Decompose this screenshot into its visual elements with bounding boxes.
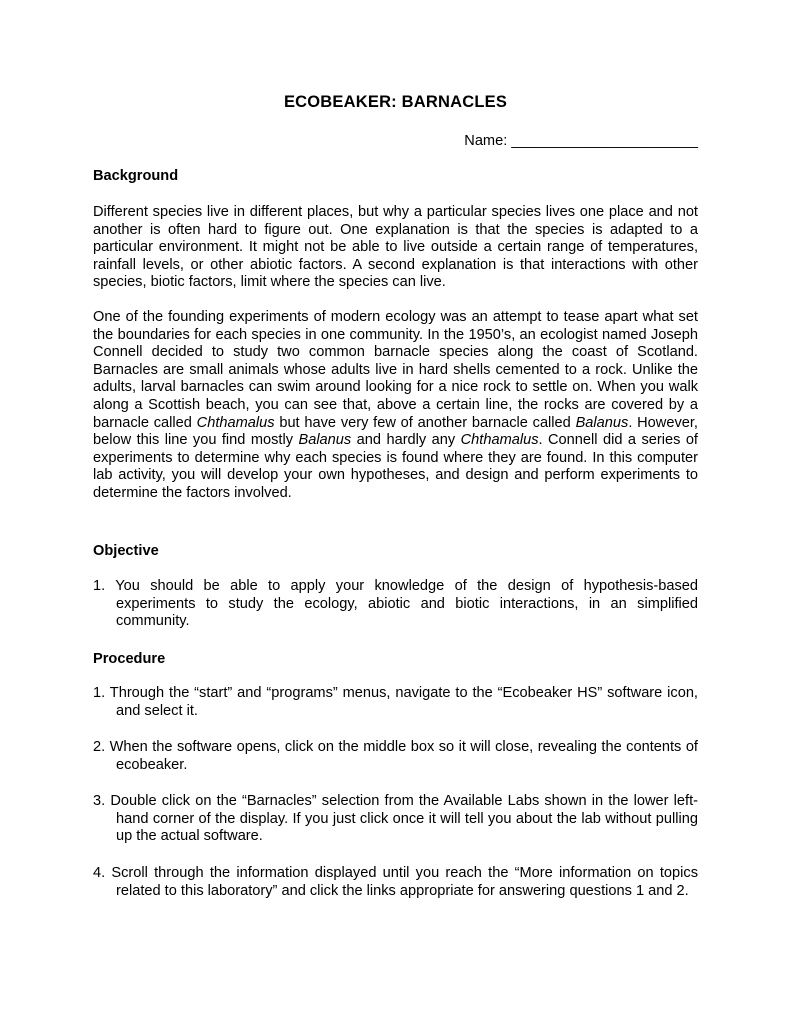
procedure-item-1: 1. Through the “start” and “programs” menus, navigate to the “Ecobeaker HS” software icon, and select it. <box>93 685 698 719</box>
species-name-balanus: Balanus <box>298 432 352 449</box>
species-name-chthamalus: Chthamalus <box>196 414 275 431</box>
paragraph-text: . Connell did a series of experiments to determine why each species is found where they are found. In this computer lab activity, you will develop your own hypotheses, and design and perform experiments to determine the factors involved. <box>93 432 698 501</box>
species-name-balanus: Balanus <box>575 414 629 431</box>
paragraph-text: and hardly any <box>351 432 461 449</box>
procedure-item-4: 4. Scroll through the information displayed until you reach the “More information on topics related to this laboratory” and click the links appropriate for answering questions 1 and 2. <box>93 865 698 899</box>
name-field: Name: _______________________ <box>464 133 698 149</box>
paragraph-text: One of the founding experiments of modern ecology was an attempt to tease apart what set the boundaries for each species in one community. In the 1950’s, an ecologist named Joseph Connell decided to study two common barnacle species along the coast of Scotland. Barnacles are small animals whose adults live in hard shells cemented to a rock. Unlike the adults, larval barnacles can swim around looking for a nice rock to settle on. When you walk along a Scottish beach, you can see that, above a certain line, the rocks are covered by a barnacle called <box>93 309 698 431</box>
paragraph-text: but have very few of another barnacle called <box>274 414 576 431</box>
objective-item-1: 1. You should be able to apply your knowledge of the design of hypothesis-based experiments to study the ecology, abiotic and biotic interactions, in an simplified community. <box>93 578 698 630</box>
document-title: ECOBEAKER: BARNACLES <box>283 93 508 111</box>
background-paragraph-1: Different species live in different places, but why a particular species lives one place and not another is often hard to figure out. One explanation is that the species is adapted to a particular environment. It might not be able to live outside a certain range of temperatures, rainfall levels, or other abiotic factors. A second explanation is that interactions with other species, biotic factors, limit where the species can live. <box>93 204 698 291</box>
background-paragraph-2 <box>93 309 698 503</box>
procedure-item-3: 3. Double click on the “Barnacles” selection from the Available Labs shown in the lower left-hand corner of the display. If you just click once it will tell you about the lab without pulling up the actual software. <box>93 793 698 845</box>
procedure-item-2: 2. When the software opens, click on the middle box so it will close, revealing the contents of ecobeaker. <box>93 739 698 773</box>
background-heading: Background <box>93 168 179 184</box>
procedure-heading: Procedure <box>93 651 166 667</box>
objective-heading: Objective <box>93 543 159 559</box>
paragraph-text: . However, below this line you find mostly <box>93 414 698 449</box>
species-name-chthamalus: Chthamalus <box>460 432 539 449</box>
